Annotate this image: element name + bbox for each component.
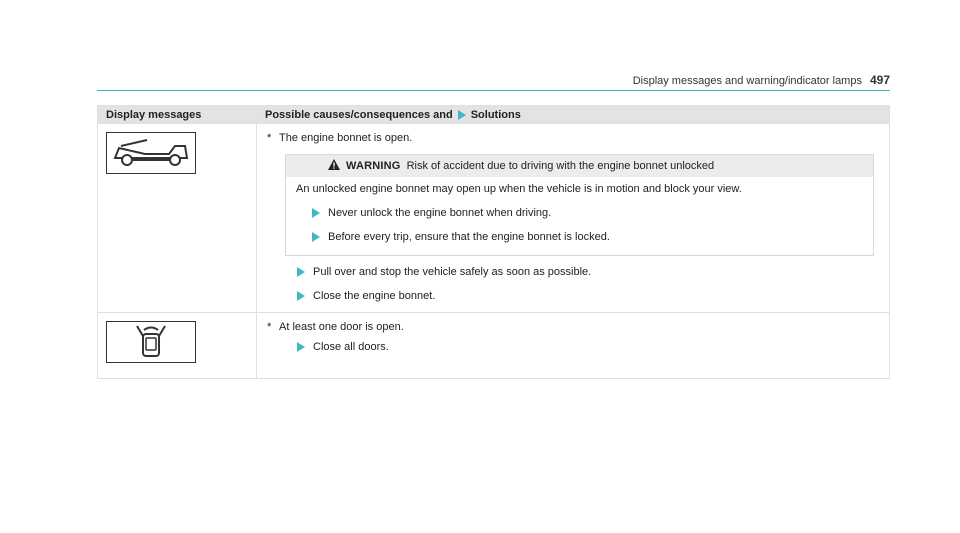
door-open-icon	[106, 321, 196, 363]
icon-cell	[98, 124, 257, 313]
warning-body: An unlocked engine bonnet may open up when the vehicle is in motion and block your view.	[296, 183, 742, 195]
running-head	[633, 73, 890, 87]
warning-title: Risk of accident due to driving with the engine bonnet unlocked	[406, 160, 715, 172]
list-item	[312, 229, 863, 245]
note-text: The engine bonnet is open.	[279, 132, 413, 144]
table-header-row	[98, 106, 890, 124]
list-item	[297, 288, 881, 304]
note-asterisk: *	[267, 132, 272, 144]
warning-triangle-icon	[328, 159, 340, 173]
play-icon	[312, 208, 320, 218]
note	[267, 319, 881, 335]
col-header-causes-text: Possible causes/consequences and	[265, 108, 453, 121]
play-icon	[458, 110, 466, 120]
play-icon	[312, 232, 320, 242]
table-row	[98, 124, 890, 313]
step-text: Never unlock the engine bonnet when driving.	[328, 207, 552, 219]
page-number: 497	[869, 73, 890, 87]
message-cell	[257, 124, 890, 313]
warning-header	[286, 155, 873, 177]
step-text: Close the engine bonnet.	[313, 290, 436, 302]
step-text: Pull over and stop the vehicle safely as soon as possible.	[313, 266, 592, 278]
warning-label: WARNING	[346, 160, 401, 172]
col-header-solutions-text: Solutions	[470, 108, 521, 121]
icon-cell	[98, 313, 257, 379]
bonnet-open-icon	[106, 132, 196, 174]
col-header-display-messages: Display messages	[98, 106, 257, 124]
step-text: Before every trip, ensure that the engine bonnet is locked.	[328, 231, 610, 243]
table-row	[98, 313, 890, 379]
note-text: At least one door is open.	[279, 321, 404, 333]
list-item	[312, 205, 863, 221]
list-item	[297, 264, 881, 280]
step-text: Close all doors.	[313, 341, 389, 353]
note	[267, 130, 881, 146]
header-rule	[97, 90, 890, 91]
play-icon	[297, 267, 305, 277]
play-icon	[297, 342, 305, 352]
note-asterisk: *	[267, 321, 272, 333]
message-cell	[257, 313, 890, 379]
play-icon	[297, 291, 305, 301]
warning-box	[285, 154, 874, 256]
running-head-title: Display messages and warning/indicator lamps	[632, 75, 862, 87]
display-messages-table	[97, 105, 890, 379]
col-header-causes	[257, 106, 890, 124]
list-item	[297, 339, 881, 355]
